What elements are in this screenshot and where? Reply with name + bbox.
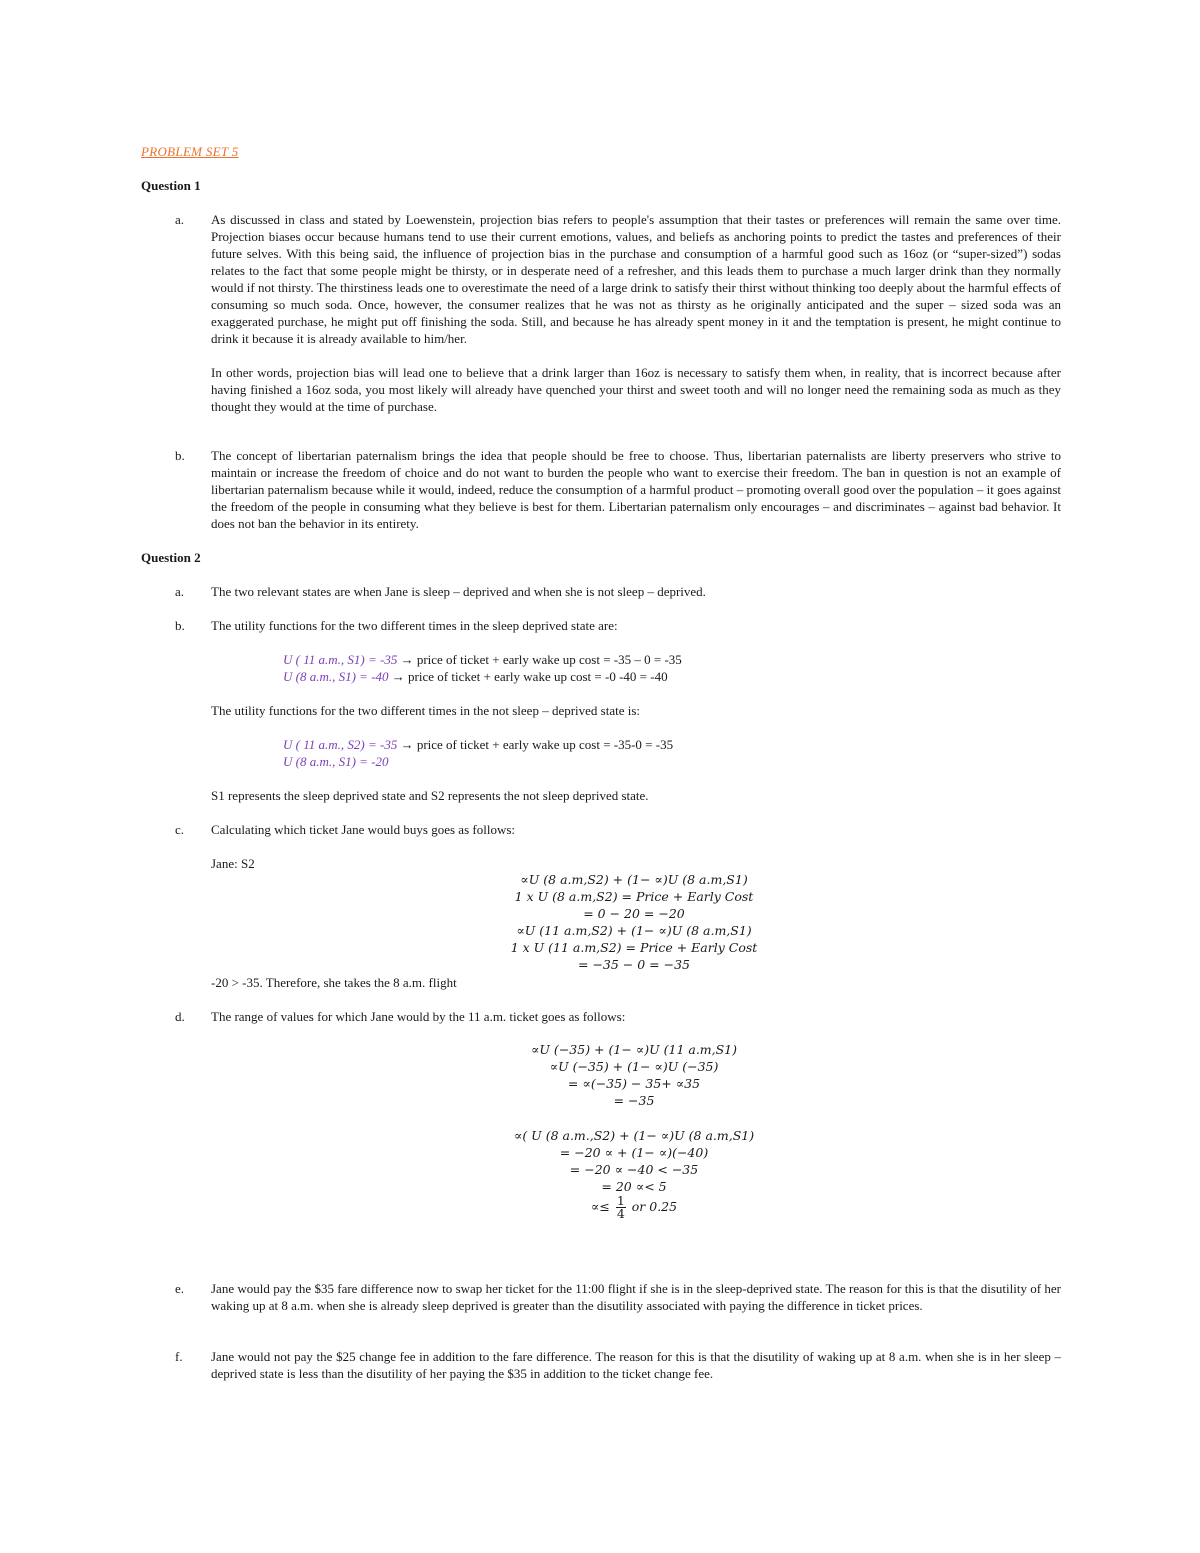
q2-d-math-line-4: = −35 <box>613 1093 655 1108</box>
q1-b-text: The concept of libertarian paternalism brings the idea that people should be free to choose. Thus, libertarian paternalists are liberty preservers who strive to maintain or increase the freedom of choice and do not want to burden the people who want to exercise their freedom. The ban in question is not an example of libertarian paternalism because while it would, indeed, reduce the consumption of a harmful product – promoting overall good over the population – it goes against the freedom of the people in consuming what they believe is best for them. Libertarian paternalism only encourages – and discriminates – against bad behavior. It does not ban the behavior in its entirety. <box>211 448 1061 531</box>
q1-a-paragraph-1: As discussed in class and stated by Loewenstein, projection bias refers to people's assumption that their tastes or preferences will remain the same over time. Projection biases occur because humans tend to use their current emotions, values, and beliefs as anchoring points to predict the tastes and preferences of their future selves. With this being said, the influence of projection bias in the purchase and consumption of a harmful good such as 16oz (or “super-sized”) sodas relates to the fact that some people might be thirsty, or in desperate need of a refresher, and this leads them to purchase a much larger drink than they normally would if not thirsty. The thirstiness leads one to overestimate the need of a large drink to satisfy their thirst without thinking too deeply about the harmful effects of consuming so much soda. Once, however, the consumer realizes that he was not as thirsty as he originally anticipated and the super – sized soda was an exaggerated purchase, he might put off finishing the soda. Still, and because he has already spent money in it and the temptation is present, he might continue to drink it because it is already available to him/her. <box>211 212 1061 346</box>
fraction-denominator: 4 <box>616 1206 625 1221</box>
q1-a-text <box>211 211 1061 432</box>
q2-b-intro-2: The utility functions for the two different times in the not sleep – deprived state is: <box>211 703 641 718</box>
document-title: PROBLEM SET 5 <box>141 144 239 159</box>
q2-d-math-line-7: = −20 ∝ −40 < −35 <box>569 1162 699 1177</box>
fraction-numerator: 1 <box>616 1193 625 1208</box>
q2-c-math-line-5: 1 x U (11 a.m,S2) = Price + Early Cost <box>510 940 758 955</box>
q2-c-conclusion: -20 > -35. Therefore, she takes the 8 a.m. flight <box>211 975 457 990</box>
q2-c-jane-state: Jane: S2 <box>211 856 255 871</box>
q2-c-math-line-1: ∝U (8 a.m,S2) + (1− ∝)U (8 a.m,S1) <box>520 872 748 887</box>
q2-e-label: e. <box>175 1281 185 1296</box>
q2-d-math-line-9 <box>484 1195 784 1220</box>
q2-c-math-line-6: = −35 − 0 = −35 <box>578 957 690 972</box>
equation-u-8am-s1-not-deprived: U (8 a.m., S1) = -20 <box>283 754 389 769</box>
equation-u-8am-s1-lhs: U (8 a.m., S1) = -40 <box>283 669 389 684</box>
q2-d-math-line-3: = ∝(−35) − 35+ ∝35 <box>567 1076 701 1091</box>
equation-u-11am-s1 <box>283 651 682 668</box>
q2-a-text: The two relevant states are when Jane is sleep – deprived and when she is not sleep – deprived. <box>211 584 706 599</box>
q2-e-text: Jane would pay the $35 fare difference now to swap her ticket for the 11:00 flight if she is in the sleep-deprived state. The reason for this is that the disutility of her waking up at 8 a.m. when she is already sleep deprived is greater than the disutility associated with paying the difference in ticket prices. <box>211 1281 1061 1313</box>
q2-b-note: S1 represents the sleep deprived state and S2 represents the not sleep deprived state. <box>211 788 649 803</box>
question-1-heading: Question 1 <box>141 178 201 193</box>
equation-u-11am-s2-rhs: → price of ticket + early wake up cost = -35-0 = -35 <box>397 737 674 752</box>
equation-u-11am-s1-rhs: → price of ticket + early wake up cost = -35 – 0 = -35 <box>397 652 682 667</box>
one-quarter-fraction <box>616 1195 626 1220</box>
q2-d-math-line-5: ∝( U (8 a.m.,S2) + (1− ∝)U (8 a.m,S1) <box>513 1128 755 1143</box>
q2-c-math-line-4: ∝U (11 a.m,S2) + (1− ∝)U (8 a.m,S1) <box>516 923 752 938</box>
q2-d-text: The range of values for which Jane would by the 11 a.m. ticket goes as follows: <box>211 1009 626 1024</box>
q2-c-math-line-3: = 0 − 20 = −20 <box>583 906 685 921</box>
q2-b-intro-1: The utility functions for the two different times in the sleep deprived state are: <box>211 618 618 633</box>
q2-d-math-line-2: ∝U (−35) + (1− ∝)U (−35) <box>549 1059 719 1074</box>
equation-u-11am-s2 <box>283 736 673 753</box>
q2-b-label: b. <box>175 618 185 633</box>
q1-a-label: a. <box>175 212 185 227</box>
q2-c-text: Calculating which ticket Jane would buys goes as follows: <box>211 822 516 837</box>
q2-a-label: a. <box>175 584 185 599</box>
q2-d-math-line-1: ∝U (−35) + (1− ∝)U (11 a.m,S1) <box>530 1042 738 1057</box>
question-2-heading: Question 2 <box>141 550 201 565</box>
q2-c-math-line-2: 1 x U (8 a.m,S2) = Price + Early Cost <box>514 889 754 904</box>
q2-d-alpha-value: or 0.25 <box>631 1199 678 1214</box>
q1-b-label: b. <box>175 448 185 463</box>
q2-f-text: Jane would not pay the $25 change fee in addition to the fare difference. The reason for this is that the disutility of waking up at 8 a.m. when she is in her sleep – deprived state is less than the disutility of her paying the $35 in addition to the ticket change fee. <box>211 1349 1061 1381</box>
equation-u-8am-s1 <box>283 668 668 685</box>
q2-d-math-line-8: = 20 ∝< 5 <box>601 1179 667 1194</box>
q2-d-label: d. <box>175 1009 185 1024</box>
q2-d-alpha-leq: ∝≤ <box>590 1199 610 1214</box>
q2-f-label: f. <box>175 1349 183 1364</box>
q2-d-math-line-6: = −20 ∝ + (1− ∝)(−40) <box>559 1145 709 1160</box>
equation-u-11am-s1-lhs: U ( 11 a.m., S1) = -35 <box>283 652 398 667</box>
q2-c-label: c. <box>175 822 185 837</box>
q1-a-paragraph-2: In other words, projection bias will lead one to believe that a drink larger than 16oz is necessary to satisfy them when, in reality, that is incorrect because after having finished a 16oz soda, you most likely will already have quenched your thirst and sweet tooth and will no longer need the remaining soda as much as they thought they would at the time of purchase. <box>211 365 1061 414</box>
equation-u-8am-s1-rhs: → price of ticket + early wake up cost = -0 -40 = -40 <box>388 669 668 684</box>
equation-u-11am-s2-lhs: U ( 11 a.m., S2) = -35 <box>283 737 398 752</box>
